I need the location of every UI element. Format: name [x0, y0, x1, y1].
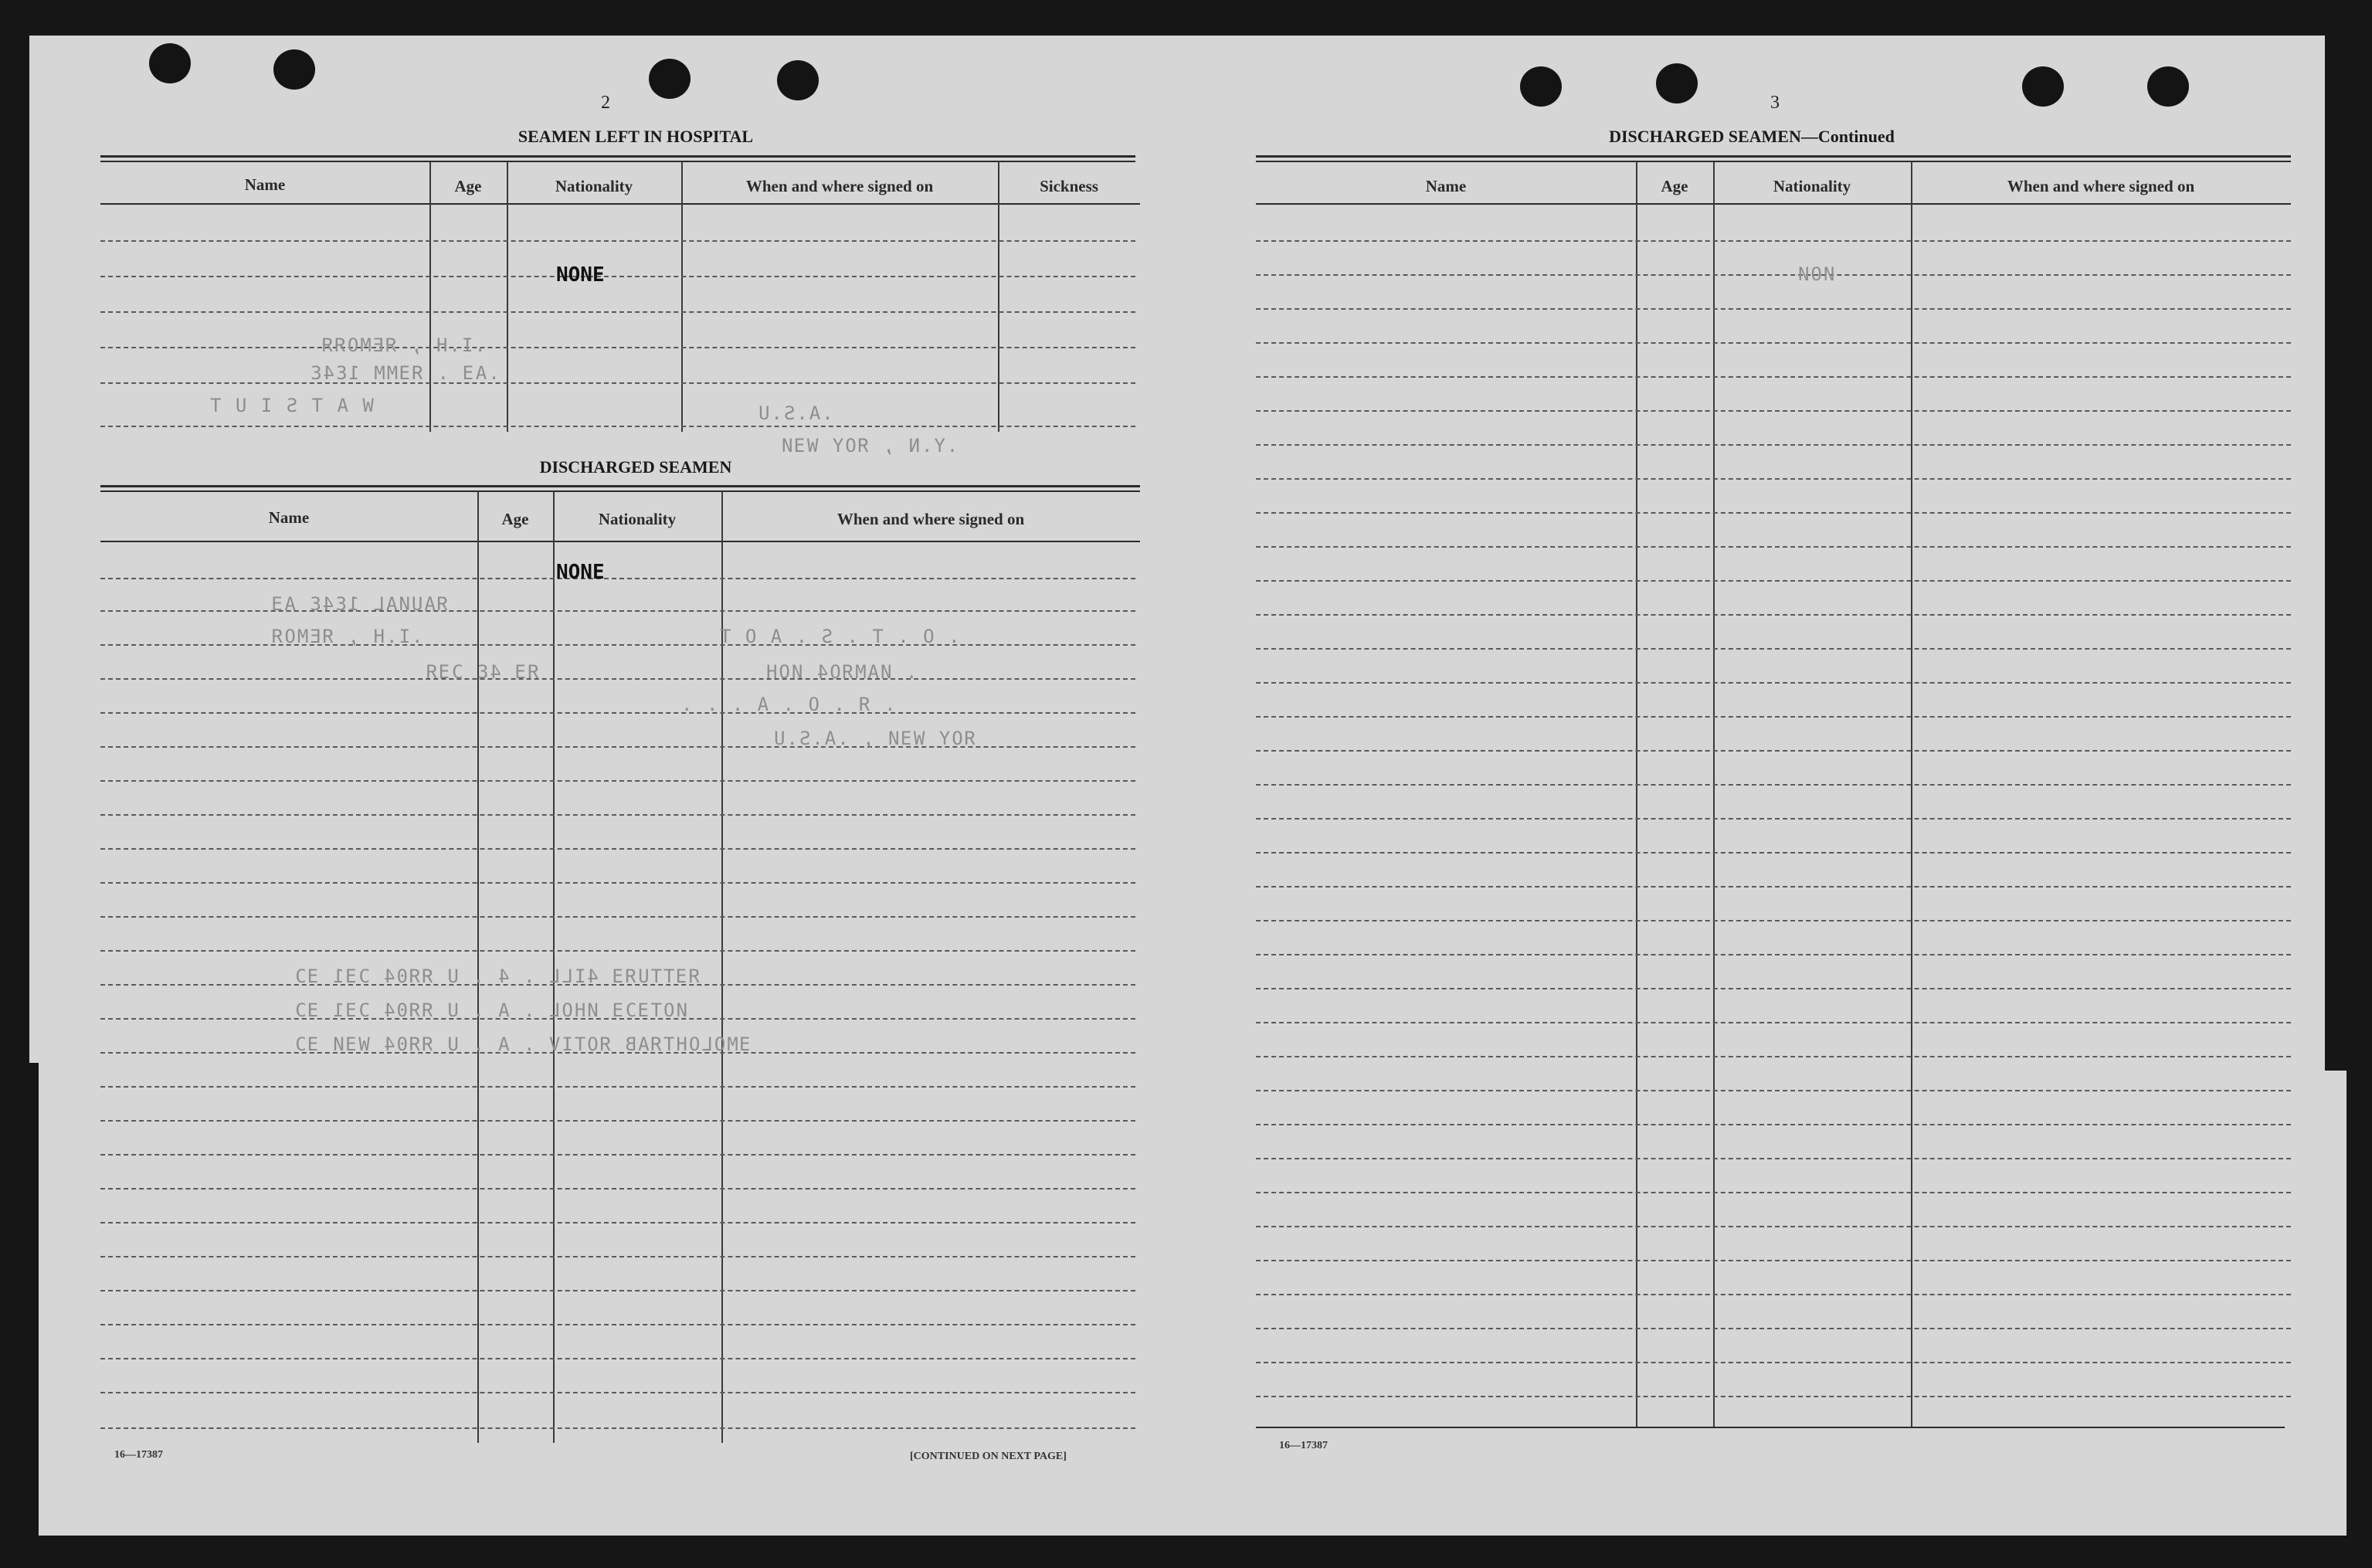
column-header-sickness: Sickness — [1040, 177, 1098, 195]
form-number-right: 16—17387 — [1279, 1440, 1328, 1451]
bleed-through-text: ЯƎ 4Ɛ ƆƎЯ — [425, 661, 540, 683]
column-header-nationality: Nationality — [598, 510, 677, 528]
column-header-name: Name — [244, 175, 286, 194]
discharged-continued-title: DISCHARGED SEAMEN—Continued — [1609, 127, 1895, 146]
bleed-through-text: .АƎ . ЯƎMM 1Ɛ4Ɛ — [309, 362, 500, 384]
bleed-through-text: ЯОY WƎИ , .A.S.U — [772, 728, 976, 749]
punch-hole — [1520, 66, 1562, 107]
punch-hole — [1656, 63, 1698, 104]
punch-hole — [2147, 66, 2189, 107]
page-fold-shadow — [29, 1063, 39, 1536]
punch-hole — [777, 60, 819, 100]
column-header-nationality: Nationality — [1773, 177, 1851, 195]
bleed-through-text: .Y.N , ЯOY WƎИ — [780, 435, 959, 456]
punch-hole — [149, 43, 191, 83]
hospital-none-entry: NONE — [556, 263, 605, 287]
discharged-section-title: DISCHARGED SEAMEN — [539, 457, 732, 477]
punch-hole — [2022, 66, 2064, 107]
hospital-section-title: SEAMEN LEFT IN HOSPITAL — [517, 127, 754, 146]
hospital-table — [100, 155, 1140, 473]
page-number-left: 2 — [601, 93, 610, 113]
discharged-continued-table — [1256, 155, 2296, 1468]
bleed-through-text: ЯƎTTUЯƎ 4ILL . 4 . U ЯЯ04 ƆƎ1 ƎƆ — [294, 966, 701, 987]
page-fold-shadow — [2325, 36, 2347, 1071]
column-header-when-where: When and where signed on — [745, 177, 934, 195]
discharged-table — [100, 485, 1140, 1489]
punch-hole — [273, 49, 315, 90]
bleed-through-text: . ИАMЯO4 ИOH — [765, 661, 918, 683]
bleed-through-text: ИOИ — [1797, 263, 1835, 285]
bleed-through-text: .I.H , ЯEMOЯ — [270, 626, 423, 647]
document-sheet — [29, 36, 2347, 1536]
punch-hole — [649, 59, 691, 99]
column-header-nationality: Nationality — [555, 177, 633, 195]
bleed-through-text: .A.S.U — [757, 402, 833, 424]
bleed-through-text: ИOTƎƆƎ ИНOL . A . U ЯЯ04 ƆƎ1 ƎƆ — [294, 1000, 687, 1021]
column-header-age: Age — [501, 510, 529, 528]
bleed-through-text: .I.H , ЯEMОЯЯ — [321, 334, 486, 356]
bleed-through-text: ЯАUИАL 1Ɛ4Ɛ AƎ — [270, 593, 449, 615]
page-number-right: 3 — [1770, 93, 1780, 113]
bleed-through-text: W A T S I U T — [209, 395, 374, 416]
column-header-age: Age — [454, 177, 482, 195]
bleed-through-text: . Я . O . A . . . — [680, 694, 896, 715]
bleed-through-text: . O . T . S . A O T — [718, 626, 960, 647]
form-number-left: 16—17387 — [114, 1449, 163, 1461]
bleed-through-text: ƎMOLOHTЯAB ЯOTIV . A . U ЯЯ04 WƎИ ƎƆ — [294, 1033, 752, 1055]
discharged-none-entry: NONE — [556, 561, 605, 584]
continued-note: [CONTINUED ON NEXT PAGE] — [910, 1451, 1067, 1462]
column-header-age: Age — [1661, 177, 1688, 195]
column-header-when-where: When and where signed on — [2007, 177, 2195, 195]
column-header-when-where: When and where signed on — [836, 510, 1025, 528]
column-header-name: Name — [268, 508, 310, 527]
column-header-name: Name — [1425, 177, 1467, 195]
